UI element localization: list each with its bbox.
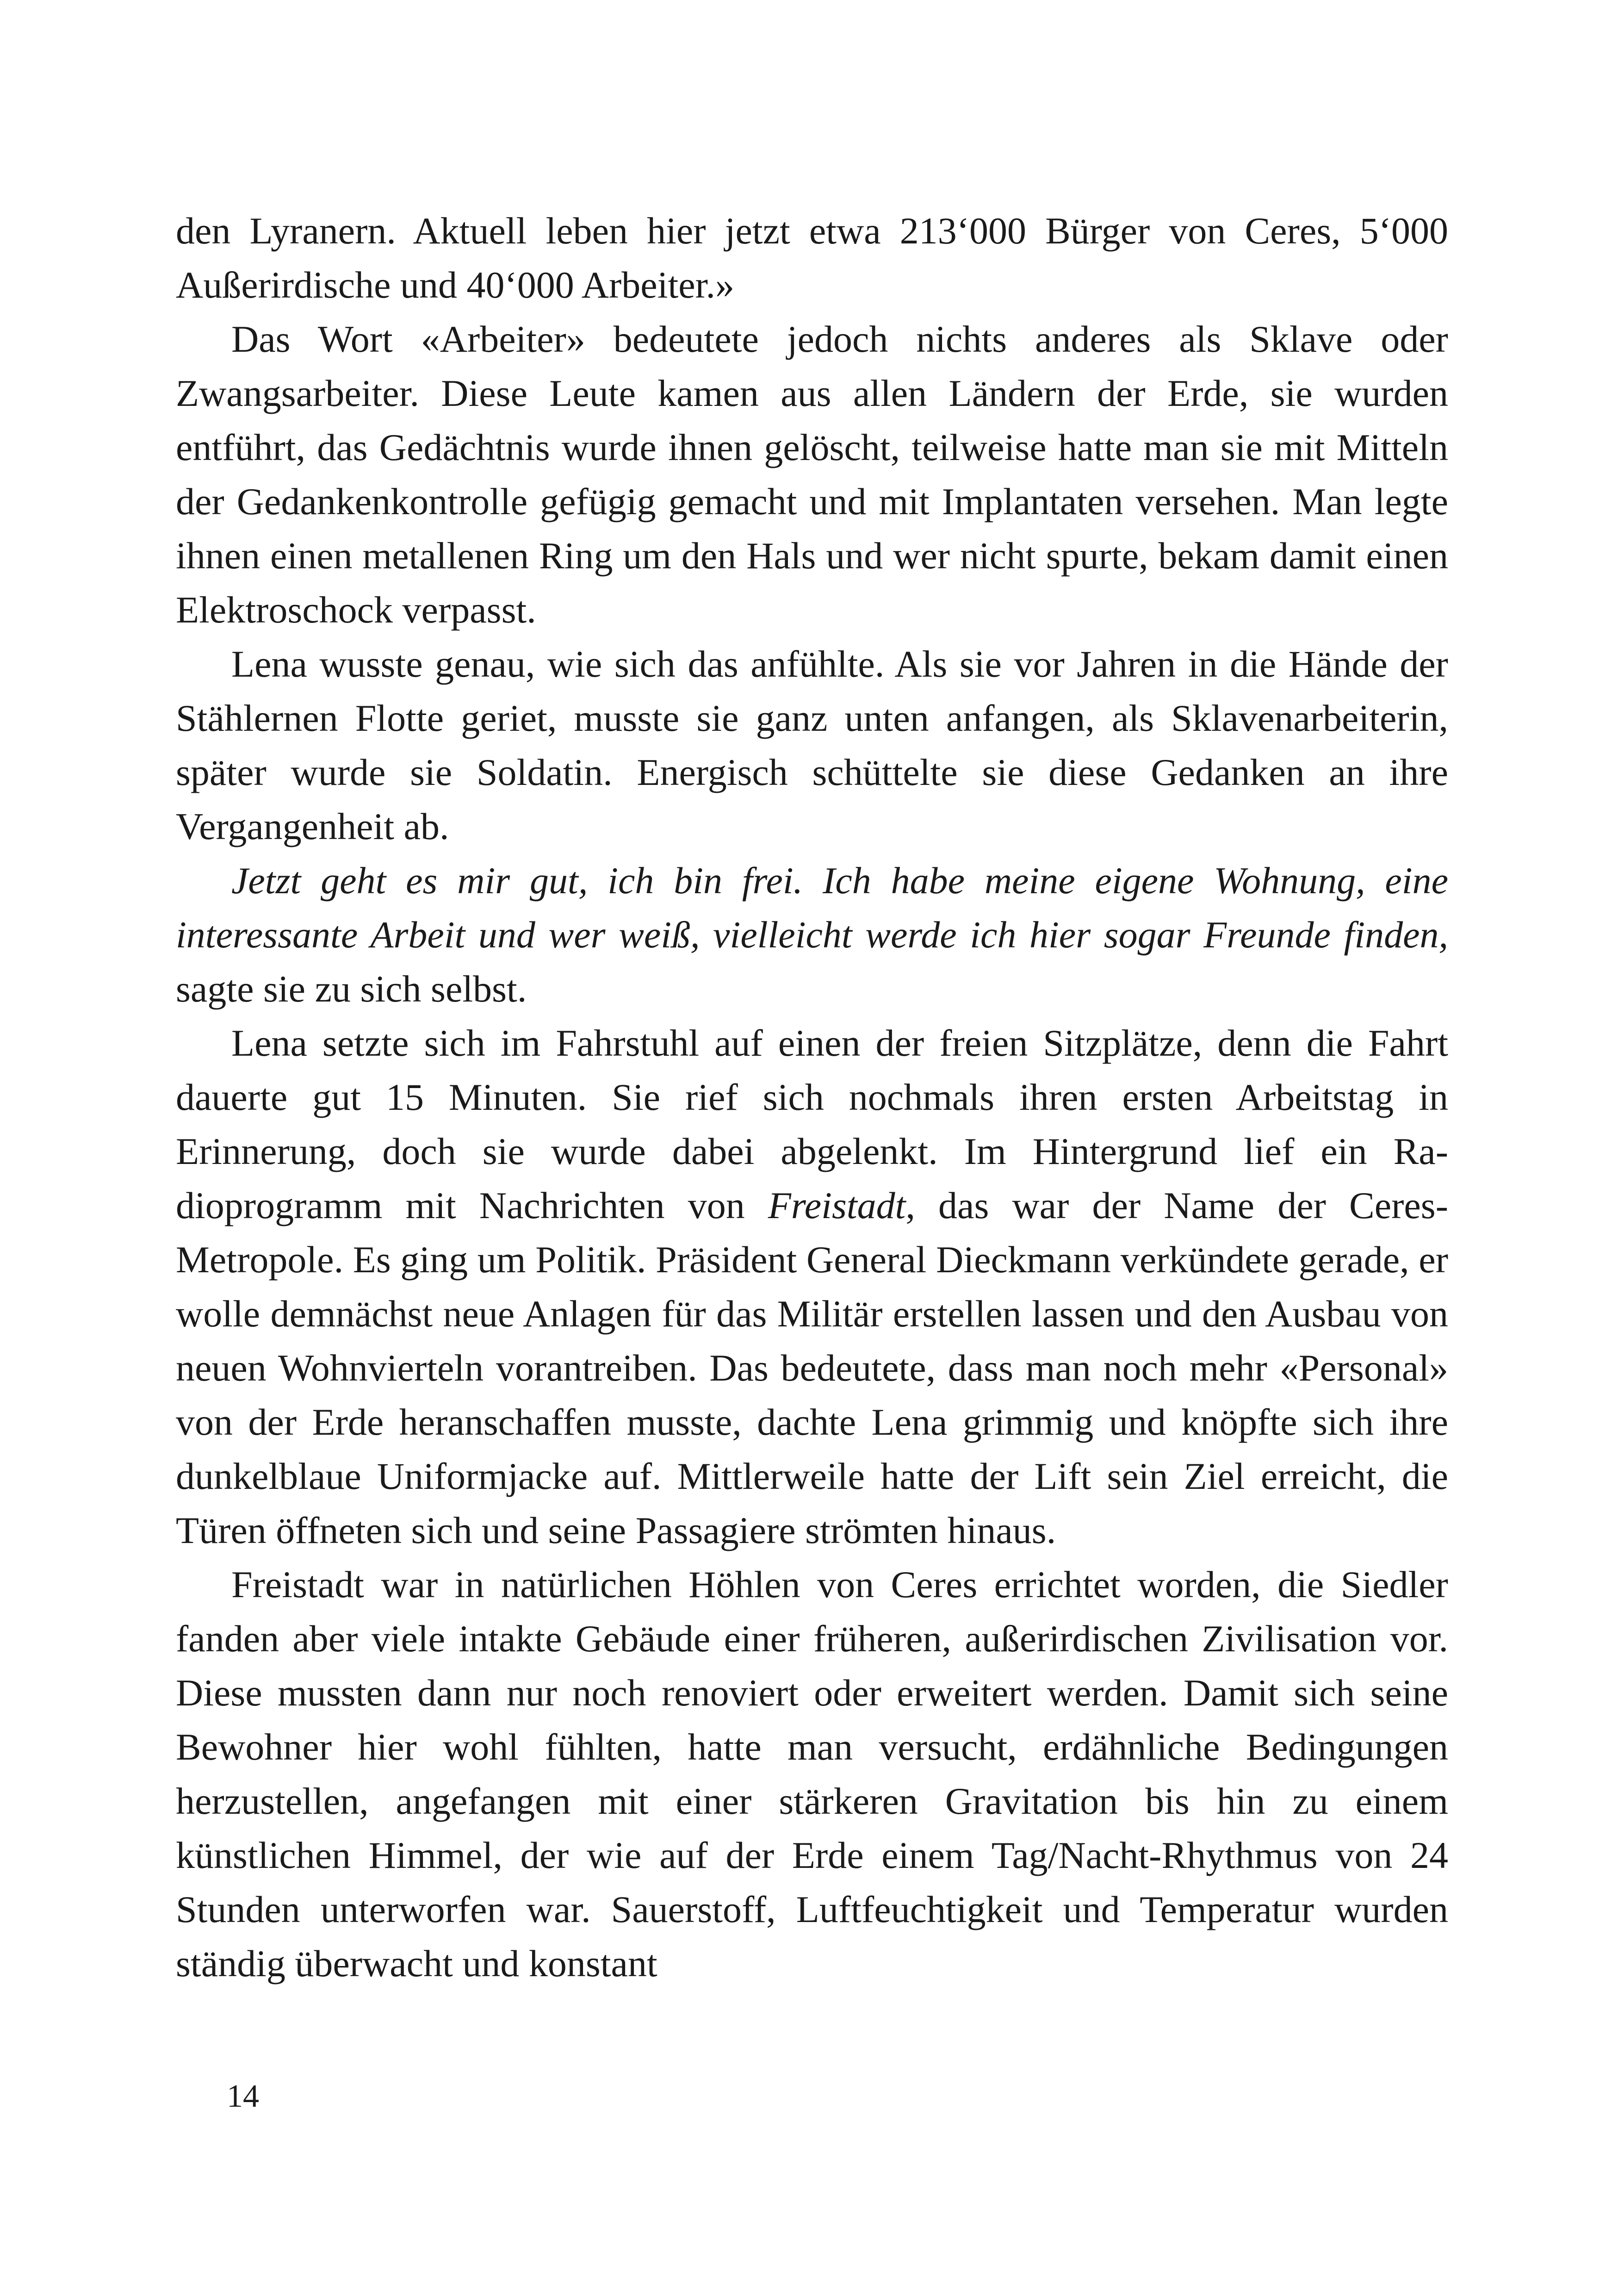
paragraph-1-text: den Lyranern. Aktuell leben hier jetzt etwa 213‘000 Bürger von Ceres, 5‘000 Außerirdische und 40‘000 Arbeiter.» bbox=[176, 210, 1448, 306]
paragraph-5-text-before: Lena setzte sich im Fahrstuhl auf einen der freien Sitzplätze, denn die Fahrt dauerte gut 15 Minuten. Sie rief sich nochmals ihren ersten Arbeitstag in Erinnerung, doch sie wurde dabei abgelenkt. Im Hintergrund lief ein Radioprogramm mit Nachrichten von bbox=[176, 1022, 1448, 1226]
paragraph-5 bbox=[176, 1016, 1448, 1557]
paragraph-6 bbox=[176, 1557, 1448, 1991]
paragraph-1 bbox=[176, 204, 1448, 312]
paragraph-4-italic-thought: Jetzt geht es mir gut, ich bin frei. Ich habe meine eigene Wohnung, eine interessante Arbeit und wer weiß, vielleicht werde ich hier sogar Freunde finden, bbox=[176, 859, 1448, 956]
paragraph-2 bbox=[176, 312, 1448, 637]
paragraph-4-text: sagte sie zu sich selbst. bbox=[176, 968, 527, 1010]
paragraph-3 bbox=[176, 637, 1448, 853]
paragraph-3-text: Lena wusste genau, wie sich das anfühlte. Als sie vor Jahren in die Hände der Stählernen Flotte geriet, musste sie ganz unten anfangen, als Sklavenarbeiterin, später wurde sie Soldatin. Energisch schüttelte sie diese Gedanken an ihre Vergangenheit ab. bbox=[176, 643, 1448, 847]
page-number: 14 bbox=[227, 2078, 259, 2114]
paragraph-6-text: Freistadt war in natürlichen Höhlen von Ceres errichtet worden, die Siedler fanden aber viele intakte Gebäude einer früheren, außerirdischen Zivilisation vor. Diese mussten dann nur noch renoviert oder erweitert werden. Damit sich seine Bewohner hier wohl fühlten, hatte man versucht, erdähnliche Bedingungen herzustellen, angefangen mit einer stärkeren Gravitation bis hin zu einem künstlichen Himmel, der wie auf der Erde einem Tag/Nacht-Rhythmus von 24 Stunden unterworfen war. Sauerstoff, Luftfeuchtigkeit und Temperatur wurden ständig überwacht und konstant bbox=[176, 1563, 1448, 1985]
paragraph-2-text: Das Wort «Arbeiter» bedeutete jedoch nichts anderes als Sklave oder Zwangsarbeiter. Diese Leute kamen aus allen Ländern der Erde, sie wurden entführt, das Gedächtnis wurde ihnen gelöscht, teilweise hatte man sie mit Mitteln der Gedankenkontrolle gefügig gemacht und mit Implantaten versehen. Man legte ihnen einen metallenen Ring um den Hals und wer nicht spurte, bekam damit einen Elektroschock verpasst. bbox=[176, 318, 1448, 631]
paragraph-4 bbox=[176, 853, 1448, 1016]
body-text bbox=[176, 204, 1448, 1991]
paragraph-5-text-after: , das war der Name der Ceres-Metropole. Es ging um Politik. Präsident General Dieckmann verkündete gerade, er wolle demnächst neue Anlagen für das Militär erstellen lassen und den Ausbau von neuen Wohnvierteln vorantreiben. Das bedeutete, dass man noch mehr «Personal» von der Erde heranschaffen musste, dachte Lena grimmig und knöpfte sich ihre dunkelblaue Uniformjacke auf. Mittlerweile hatte der Lift sein Ziel erreicht, die Türen öffneten sich und seine Passagiere strömten hinaus. bbox=[176, 1184, 1449, 1551]
paragraph-5-italic-freistadt: Freistadt bbox=[768, 1184, 906, 1226]
